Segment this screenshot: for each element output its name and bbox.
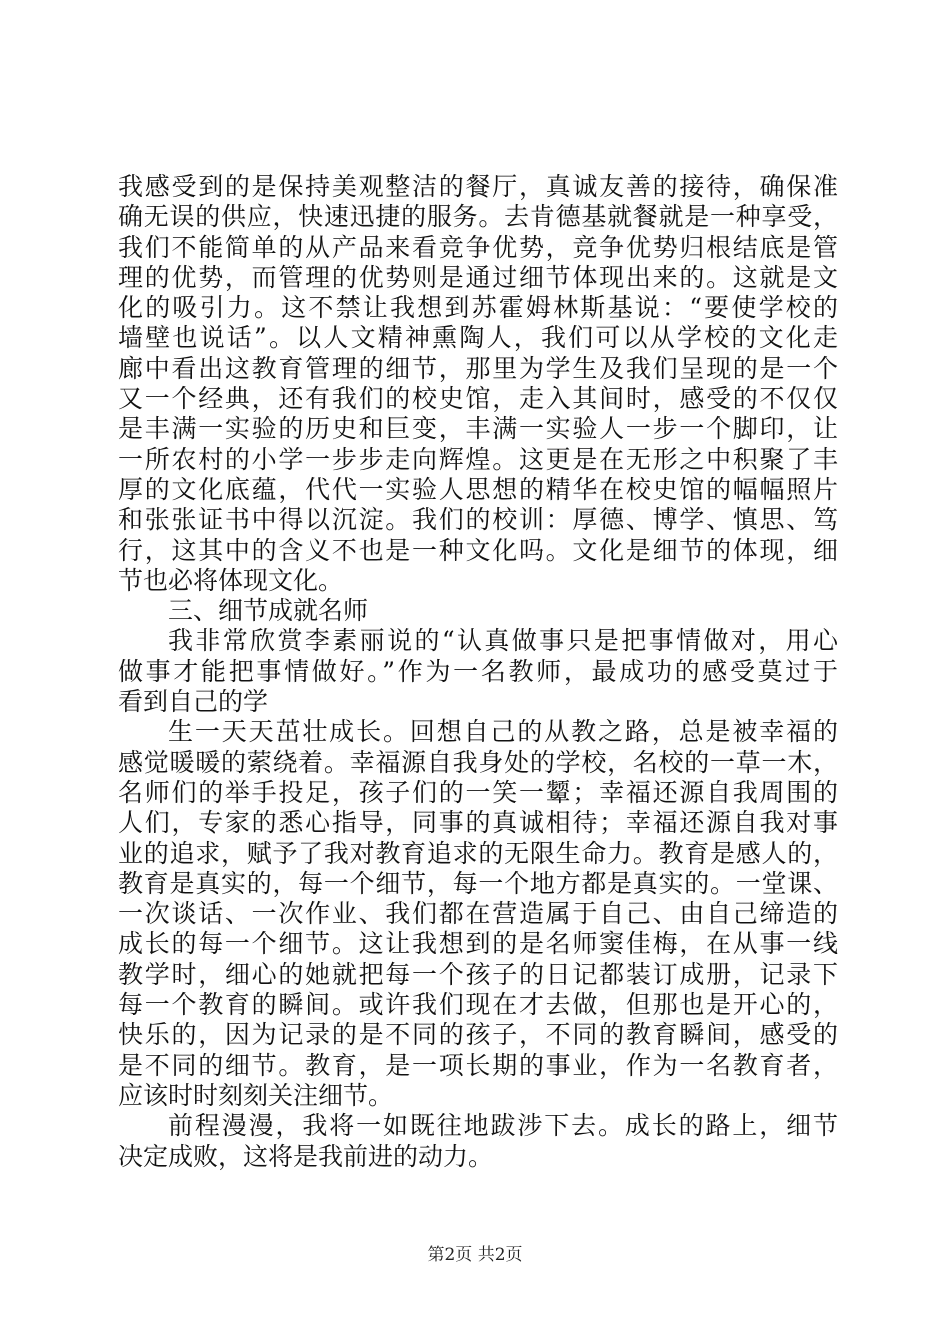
text-line: 我们不能简单的从产品来看竞争优势，竞争优势归根结底是管 — [118, 232, 838, 262]
text-line: 前程漫漫，我将一如既往地跋涉下去。成长的路上，细节 — [168, 1111, 838, 1141]
text-line: 感觉暖暖的萦绕着。幸福源自我身处的学校，名校的一草一木， — [118, 747, 838, 777]
section-heading: 三、细节成就名师 — [168, 596, 369, 626]
text-line: 做事才能把事情做好。”作为一名教师，最成功的感受莫过于 — [118, 656, 838, 686]
text-line: 每一个教育的瞬间。或许我们现在才去做，但那也是开心的， — [118, 990, 838, 1020]
text-line: 墙壁也说话”。以人文精神熏陶人，我们可以从学校的文化走 — [118, 323, 838, 353]
text-line: 和张张证书中得以沉淀。我们的校训：厚德、博学、慎思、笃 — [118, 505, 838, 535]
text-line: 我非常欣赏李素丽说的“认真做事只是把事情做对，用心 — [168, 626, 838, 656]
text-line: 厚的文化底蕴，代代一实验人思想的精华在校史馆的幅幅照片 — [118, 474, 838, 504]
text-line: 理的优势，而管理的优势则是通过细节体现出来的。这就是文 — [118, 262, 838, 292]
text-line: 又一个经典，还有我们的校史馆，走入其间时，感受的不仅仅 — [118, 384, 838, 414]
text-line: 看到自己的学 — [118, 687, 269, 717]
text-line: 是不同的细节。教育，是一项长期的事业，作为一名教育者， — [118, 1050, 838, 1080]
text-line: 教育是真实的，每一个细节，每一个地方都是真实的。一堂课、 — [118, 868, 838, 898]
text-line: 行，这其中的含义不也是一种文化吗。文化是细节的体现，细 — [118, 535, 838, 565]
text-line: 一所农村的小学一步步走向辉煌。这更是在无形之中积聚了丰 — [118, 444, 838, 474]
text-line: 廊中看出这教育管理的细节，那里为学生及我们呈现的是一个 — [118, 353, 838, 383]
text-line: 人们，专家的悉心指导，同事的真诚相待；幸福还源自我对事 — [118, 808, 838, 838]
text-line: 确无误的供应，快速迅捷的服务。去肯德基就餐就是一种享受， — [118, 202, 838, 232]
page-footer: 第2页 共2页 — [427, 1245, 523, 1265]
text-line: 应该时时刻刻关注细节。 — [118, 1080, 394, 1110]
text-line: 名师们的举手投足，孩子们的一笑一颦；幸福还源自我周围的 — [118, 777, 838, 807]
body-text — [118, 172, 838, 1172]
text-line: 快乐的，因为记录的是不同的孩子，不同的教育瞬间，感受的 — [118, 1020, 838, 1050]
text-line: 成长的每一个细节。这让我想到的是名师窦佳梅，在从事一线 — [118, 929, 838, 959]
text-line: 决定成败，这将是我前进的动力。 — [118, 1141, 494, 1171]
text-line: 教学时，细心的她就把每一个孩子的日记都装订成册，记录下 — [118, 959, 838, 989]
text-line: 生一天天茁壮成长。回想自己的从教之路，总是被幸福的 — [168, 717, 838, 747]
text-line: 节也必将体现文化。 — [118, 565, 344, 595]
text-line: 我感受到的是保持美观整洁的餐厅，真诚友善的接待，确保准 — [118, 172, 838, 201]
text-line: 业的追求，赋予了我对教育追求的无限生命力。教育是感人的， — [118, 838, 838, 868]
text-line: 化的吸引力。这不禁让我想到苏霍姆林斯基说：“要使学校的 — [118, 293, 838, 323]
text-line: 是丰满一实验的历史和巨变，丰满一实验人一步一个脚印，让 — [118, 414, 838, 444]
text-line: 一次谈话、一次作业、我们都在营造属于自己、由自己缔造的 — [118, 899, 838, 929]
